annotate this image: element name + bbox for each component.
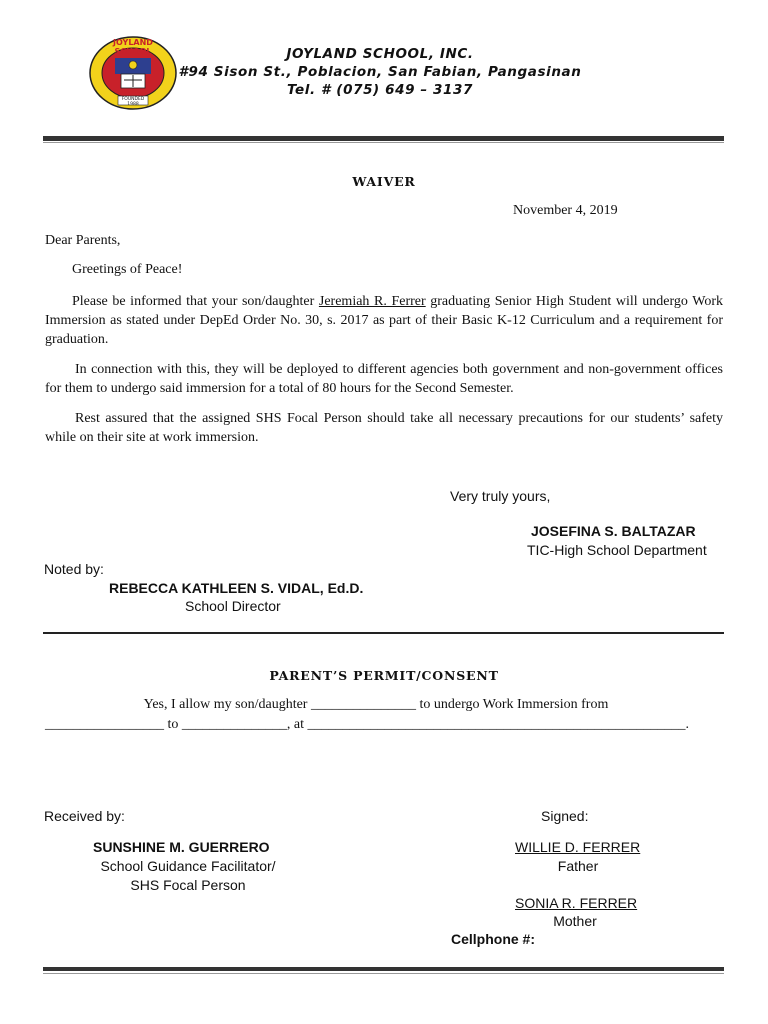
paragraph-1 (45, 292, 723, 349)
noted-by-label: Noted by: (44, 561, 104, 577)
paragraph-1-end: graduating Senior High Student will undergo Work Immersion as stated under DepEd Order No. 30, s. 2017 as part of their Basic K-12 Curriculum and a requirement for graduation. (45, 294, 723, 347)
consent-line-1: Yes, I allow my son/daughter _______________ to undergo Work Immersion from (143, 697, 609, 712)
mother-name: SONIA R. FERRER (515, 895, 638, 911)
paragraph-1-start: Please be informed that your son/daughter (72, 294, 319, 309)
section-divider (43, 632, 724, 634)
paragraph-2: In connection with this, they will be deployed to different agencies both government and non-government offices for them to undergo said immersion for a total of 80 hours for the Second Semester. (45, 362, 723, 396)
paragraph-3: Rest assured that the assigned SHS Focal Person should take all necessary precautions for our students’ safety while on their site at work immersion. (45, 411, 723, 445)
closing: Very truly yours, (450, 488, 551, 504)
logo-text-bottom: FOUNDED 1988 (121, 97, 145, 107)
signatory-title: TIC-High School Department (527, 542, 707, 558)
receiver-title-1: School Guidance Facilitator/ (100, 858, 276, 874)
header-divider (43, 136, 724, 141)
director-name: REBECCA KATHLEEN S. VIDAL, Ed.D. (109, 580, 364, 596)
father-name: WILLIE D. FERRER (515, 839, 641, 855)
received-by-label: Received by: (44, 808, 125, 824)
letter-date: November 4, 2019 (513, 203, 618, 218)
logo-text-top: JOYLAND SCHOOL (113, 38, 153, 56)
cellphone-label: Cellphone #: (451, 931, 536, 947)
footer-divider (43, 967, 724, 971)
receiver-name: SUNSHINE M. GUERRERO (93, 839, 270, 855)
header-divider-thin (43, 142, 724, 143)
greeting: Greetings of Peace! (72, 262, 183, 277)
school-address: #94 Sison St., Poblacion, San Fabian, Pangasinan (178, 64, 582, 80)
signatory-name: JOSEFINA S. BALTAZAR (531, 523, 696, 539)
student-name: Jeremiah R. Ferrer (318, 294, 426, 309)
school-name: JOYLAND SCHOOL, INC. (286, 46, 474, 62)
school-phone: Tel. # (075) 649 – 3137 (286, 82, 474, 98)
mother-label: Mother (553, 913, 597, 929)
signed-label: Signed: (541, 808, 589, 824)
consent-line-2: _________________ to _______________, at ______________________________________________________. (45, 717, 689, 732)
father-label: Father (557, 858, 599, 874)
footer-divider-thin (43, 973, 724, 974)
director-title: School Director (185, 598, 281, 614)
salutation: Dear Parents, (45, 233, 121, 248)
receiver-title-2: SHS Focal Person (130, 877, 246, 893)
consent-title: PARENT’S PERMIT/CONSENT (269, 668, 499, 683)
waiver-title: WAIVER (352, 174, 416, 189)
